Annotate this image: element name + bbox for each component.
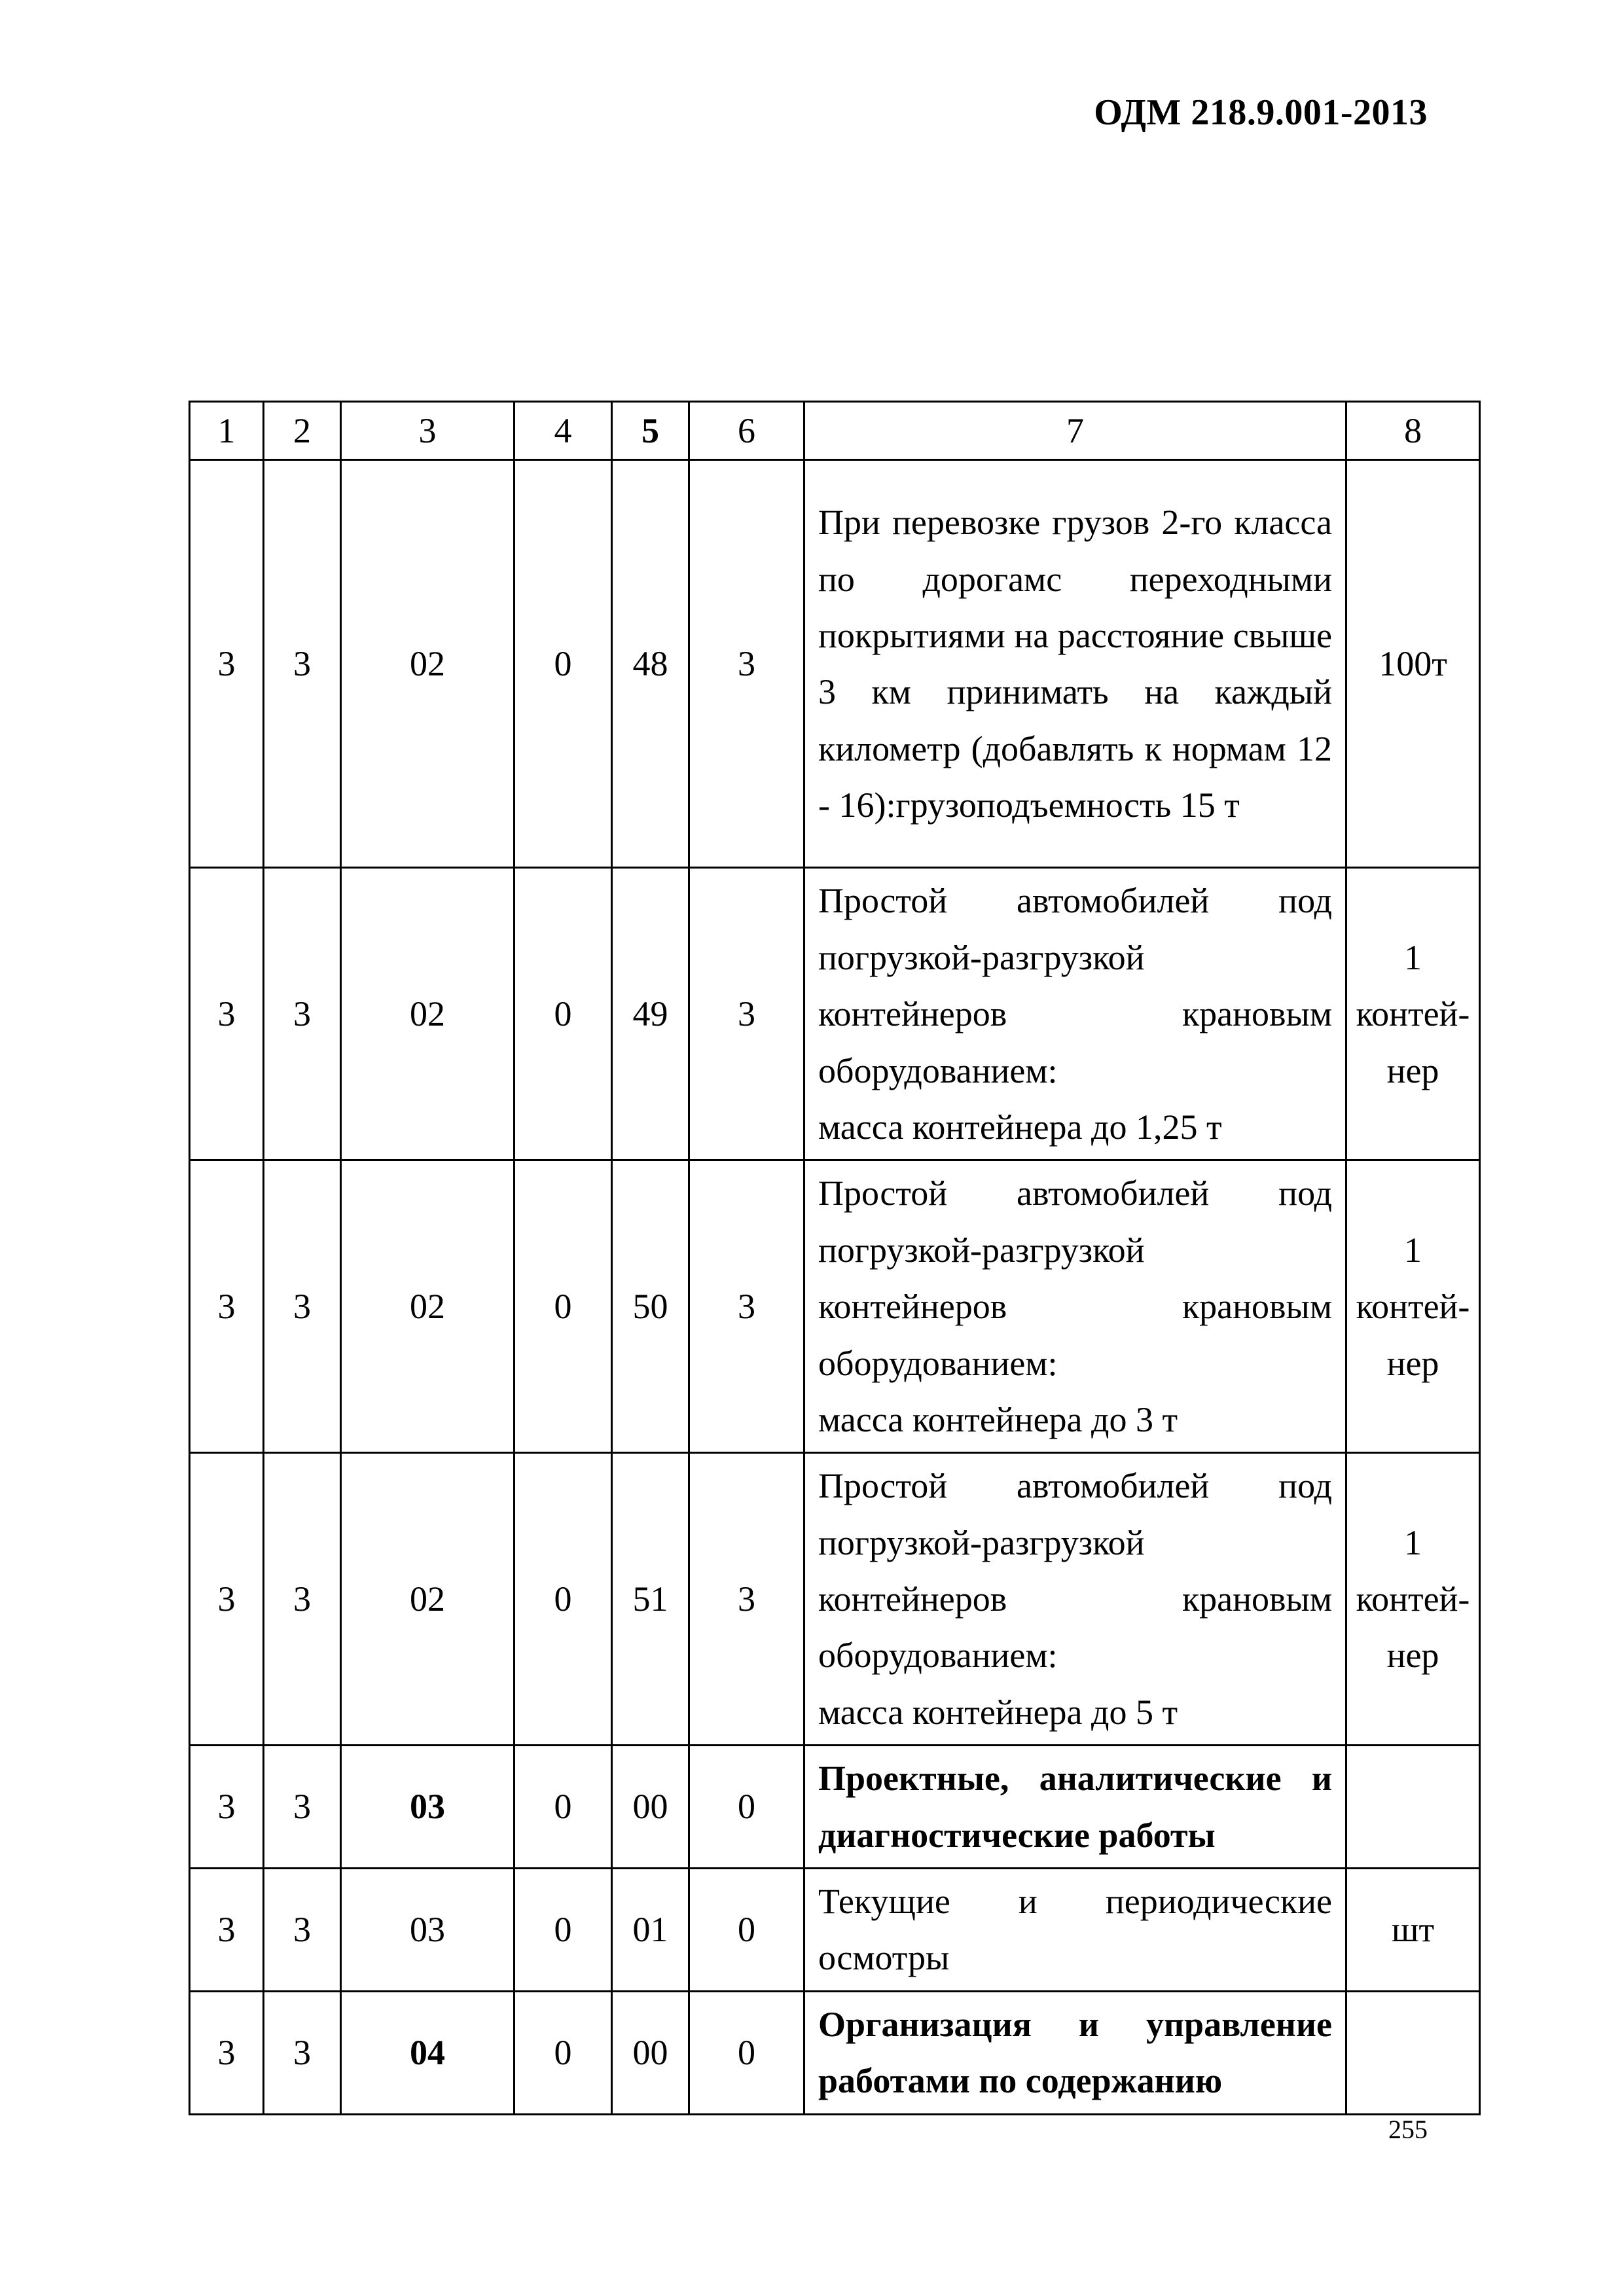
cell-col2: 3	[264, 460, 341, 868]
description-main: Простой автомобилей под погрузкой-разгрузкой контейнеров крановым оборудованием:	[818, 1174, 1332, 1383]
cell-col3: 02	[341, 868, 514, 1160]
cell-col2: 3	[264, 1746, 341, 1869]
cell-col5: 48	[612, 460, 689, 868]
cell-col6: 3	[689, 1453, 804, 1746]
cell-col4: 0	[514, 1453, 612, 1746]
section-title: Проектные, аналитические и диагностические работы	[804, 1746, 1346, 1869]
page-number: 255	[1388, 2115, 1428, 2144]
cell-col6: 0	[689, 1746, 804, 1869]
cell-col1: 3	[190, 460, 264, 868]
unit-line: 1	[1404, 1522, 1422, 1562]
cell-col6: 3	[689, 868, 804, 1160]
unit-line: 1	[1404, 1230, 1422, 1270]
cell-col2: 3	[264, 1453, 341, 1746]
unit-line: нер	[1386, 1636, 1439, 1676]
table-row	[190, 460, 1480, 868]
unit-line: 1	[1404, 937, 1422, 977]
cell-col1: 3	[190, 868, 264, 1160]
cell-col2: 3	[264, 1869, 341, 1992]
description-main: Простой автомобилей под погрузкой-разгрузкой контейнеров крановым оборудованием:	[818, 881, 1332, 1090]
cell-col1: 3	[190, 1160, 264, 1453]
table-header-row	[190, 402, 1480, 460]
cell-description: Текущие и периодические осмотры	[804, 1869, 1346, 1992]
cell-col1: 3	[190, 1991, 264, 2114]
cell-col4: 0	[514, 1746, 612, 1869]
cell-col3: 02	[341, 1453, 514, 1746]
cell-description	[804, 1453, 1346, 1746]
cell-col4: 0	[514, 1991, 612, 2114]
table-row	[190, 1453, 1480, 1746]
cell-unit	[1346, 1453, 1480, 1746]
classifier-table	[189, 401, 1481, 2115]
cell-col6: 3	[689, 1160, 804, 1453]
column-header-5: 5	[612, 402, 689, 460]
unit-line: контей-	[1356, 1287, 1470, 1327]
cell-col1: 3	[190, 1453, 264, 1746]
cell-col1: 3	[190, 1746, 264, 1869]
unit-line: контей-	[1356, 994, 1470, 1034]
column-header-1: 1	[190, 402, 264, 460]
cell-unit	[1346, 1991, 1480, 2114]
description-sub: масса контейнера до 1,25 т	[818, 1107, 1222, 1147]
description-sub: масса контейнера до 3 т	[818, 1399, 1178, 1439]
column-header-4: 4	[514, 402, 612, 460]
table-row	[190, 1160, 1480, 1453]
cell-unit: шт	[1346, 1869, 1480, 1992]
cell-col3: 03	[341, 1869, 514, 1992]
cell-col6: 3	[689, 460, 804, 868]
cell-description: При перевозке грузов 2-го класса по дорогамс переходными покрытиями на расстояние свыше 3 км принимать на каждый километр (добавлять к нормам 12 - 16):грузоподъемность 15 т	[804, 460, 1346, 868]
table-row	[190, 1869, 1480, 1992]
section-row	[190, 1746, 1480, 1869]
table-row	[190, 868, 1480, 1160]
unit-line: контей-	[1356, 1579, 1470, 1619]
cell-col3: 03	[341, 1746, 514, 1869]
cell-col5: 49	[612, 868, 689, 1160]
cell-col5: 00	[612, 1746, 689, 1869]
column-header-8: 8	[1346, 402, 1480, 460]
cell-col4: 0	[514, 1160, 612, 1453]
cell-col6: 0	[689, 1869, 804, 1992]
column-header-6: 6	[689, 402, 804, 460]
cell-col2: 3	[264, 868, 341, 1160]
cell-col6: 0	[689, 1991, 804, 2114]
cell-unit: 100т	[1346, 460, 1480, 868]
cell-col2: 3	[264, 1991, 341, 2114]
unit-line: нер	[1386, 1343, 1439, 1383]
document-code: ОДМ 218.9.001-2013	[1094, 92, 1428, 133]
cell-col3: 02	[341, 460, 514, 868]
cell-col4: 0	[514, 1869, 612, 1992]
cell-col1: 3	[190, 1869, 264, 1992]
cell-col5: 50	[612, 1160, 689, 1453]
unit-line: нер	[1386, 1050, 1439, 1090]
cell-col4: 0	[514, 460, 612, 868]
column-header-7: 7	[804, 402, 1346, 460]
cell-col5: 01	[612, 1869, 689, 1992]
cell-col2: 3	[264, 1160, 341, 1453]
cell-col3: 02	[341, 1160, 514, 1453]
column-header-3: 3	[341, 402, 514, 460]
cell-description	[804, 1160, 1346, 1453]
cell-col4: 0	[514, 868, 612, 1160]
cell-unit	[1346, 868, 1480, 1160]
section-title: Организация и управление работами по содержанию	[804, 1991, 1346, 2114]
cell-unit	[1346, 1160, 1480, 1453]
cell-unit	[1346, 1746, 1480, 1869]
section-row	[190, 1991, 1480, 2114]
cell-col5: 00	[612, 1991, 689, 2114]
cell-col5: 51	[612, 1453, 689, 1746]
cell-description	[804, 868, 1346, 1160]
cell-col3: 04	[341, 1991, 514, 2114]
description-sub: масса контейнера до 5 т	[818, 1692, 1178, 1732]
description-main: Простой автомобилей под погрузкой-разгрузкой контейнеров крановым оборудованием:	[818, 1466, 1332, 1676]
column-header-2: 2	[264, 402, 341, 460]
